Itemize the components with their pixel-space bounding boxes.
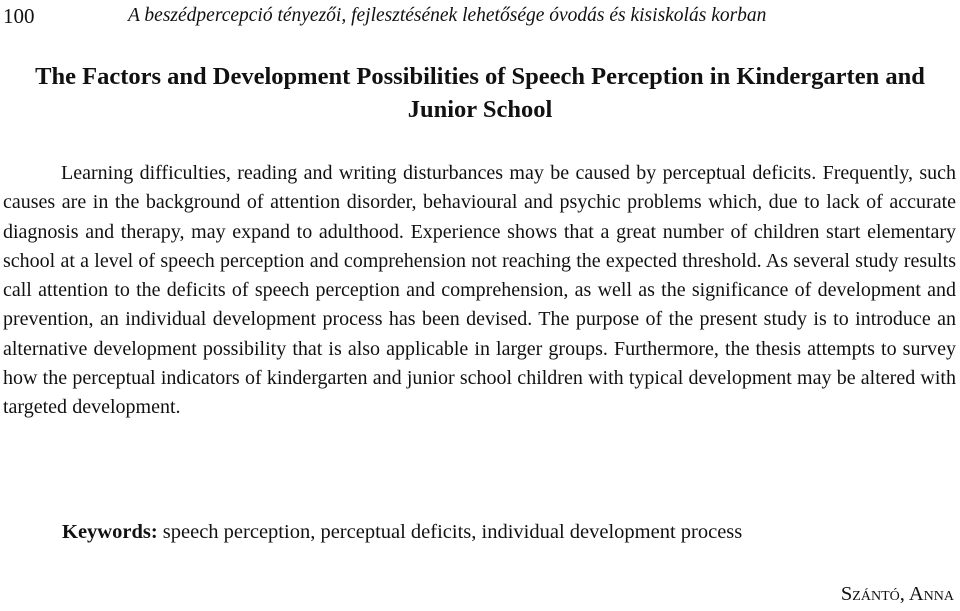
article-title: The Factors and Development Possibilities of Speech Perception in Kindergarten and Junior School bbox=[35, 63, 925, 123]
keywords-text: speech perception, perceptual deficits, individual development process bbox=[162, 521, 743, 543]
running-header bbox=[0, 2, 960, 32]
keywords-label: Keywords: bbox=[62, 521, 158, 543]
abstract-paragraph: Learning difficulties, reading and writing disturbances may be caused by perceptual deficits. Frequently, such causes are in the background of attention disorder, behavioural and psychic problems which, due to lack of accurate diagnosis and therapy, may expand to adulthood. Experience shows that a great number of children start elementary school at a level of speech perception and comprehension not reaching the expected threshold. As several study results call attention to the deficits of speech perception and comprehension, as well as the significance of development and prevention, an individual development process has been devised. The purpose of the present study is to introduce an alternative development possibility that is also applicable in larger groups. Furthermore, the thesis attempts to survey how the perceptual indicators of kindergarten and junior school children with typical development may be altered with targeted development. bbox=[3, 162, 956, 419]
author-name: Szántó, Anna bbox=[840, 583, 954, 605]
keywords-line bbox=[62, 516, 742, 548]
running-title: A beszédpercepció tényezői, fejlesztésének lehetősége óvodás és kisiskolás korban bbox=[128, 5, 767, 26]
page-number: 100 bbox=[3, 4, 35, 28]
